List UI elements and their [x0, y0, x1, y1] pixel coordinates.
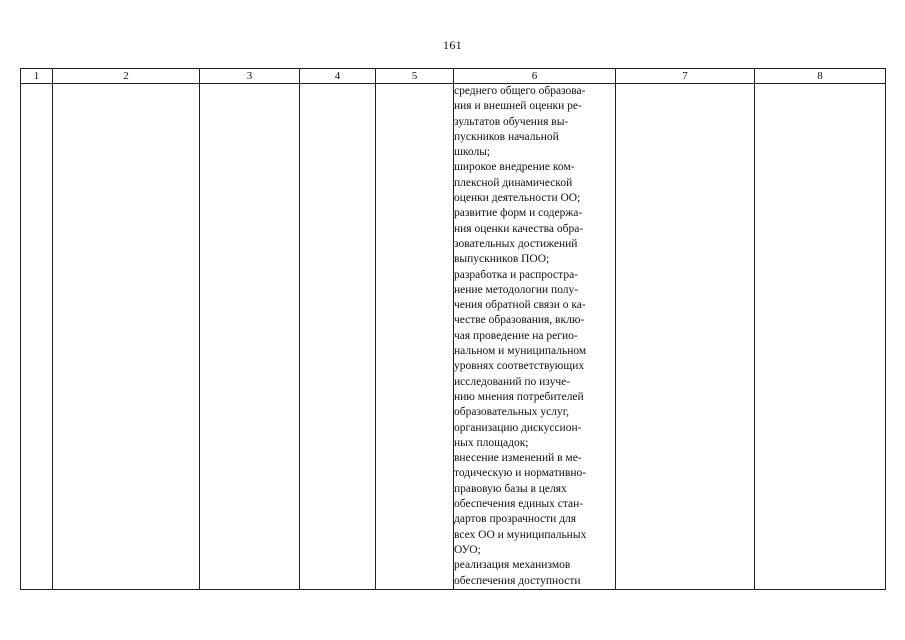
cell-text-line: ния оценки качества обра-: [454, 222, 584, 235]
column-header-3: 3: [200, 69, 300, 84]
cell-text-line: чения обратной связи о ка-: [454, 299, 586, 312]
column-header-5: 5: [376, 69, 454, 84]
cell-text-line: зультатов обучения вы-: [454, 115, 569, 128]
column-header-6: 6: [454, 69, 616, 84]
column-header-4: 4: [300, 69, 376, 84]
column-header-1: 1: [21, 69, 53, 84]
cell-text-line: честве образования, вклю-: [454, 314, 585, 327]
cell-text-line: разработка и распростра-: [454, 268, 579, 281]
cell-text-line: развитие форм и содержа-: [454, 207, 583, 220]
table-cell-col7: [616, 84, 755, 590]
column-header-7: 7: [616, 69, 755, 84]
cell-text-line: чая проведение на регио-: [454, 329, 578, 342]
cell-text-line: реализация механизмов: [454, 559, 571, 572]
cell-text-line: оценки деятельности ОО;: [454, 192, 581, 205]
page-number: 161: [443, 38, 462, 52]
cell-text-line: образовательных услуг,: [454, 406, 570, 419]
cell-text-line: среднего общего образова-: [454, 85, 586, 97]
table-cell-col3: [200, 84, 300, 590]
cell-text-line: организацию дискуссион-: [454, 421, 582, 434]
cell-text-line: всех ОО и муниципальных: [454, 528, 587, 541]
cell-text-line: нение методологии полу-: [454, 283, 579, 296]
cell-text-line: обеспечения единых стан-: [454, 498, 584, 511]
cell-text-line: зовательных достижений: [454, 237, 578, 250]
cell-text-line: внесение изменений в ме-: [454, 452, 582, 465]
header-row: [21, 69, 886, 84]
cell-text-line: исследований по изуче-: [454, 375, 571, 388]
cell-text-line: пускников начальной: [454, 130, 559, 143]
cell-text-line: правовую базы в целях: [454, 482, 567, 495]
table-cell-col2: [53, 84, 200, 590]
cell-text-line: ных площадок;: [454, 436, 529, 449]
cell-text-line: плексной динамической: [454, 176, 573, 189]
table-cell-col5: [376, 84, 454, 590]
table-cell-col8: [755, 84, 886, 590]
cell-text-line: обеспечения доступности: [454, 574, 581, 587]
column-header-8: 8: [755, 69, 886, 84]
cell-text-line: дартов прозрачности для: [454, 513, 577, 526]
cell-text-line: широкое внедрение ком-: [454, 161, 575, 174]
cell-text-line: нию мнения потребителей: [454, 390, 584, 403]
cell-text-line: ния и внешней оценки ре-: [454, 100, 582, 113]
column-header-2: 2: [53, 69, 200, 84]
cell-text-line: уровнях соответствующих: [454, 360, 585, 373]
data-table: [20, 68, 886, 590]
cell-text-line: ОУО;: [454, 543, 481, 556]
table-cell-col4: [300, 84, 376, 590]
table-cell-col6: [454, 84, 616, 590]
cell-text-line: тодическую и нормативно-: [454, 467, 587, 480]
cell-text-line: нальном и муниципальном: [454, 345, 587, 358]
table-row: [21, 84, 886, 590]
cell-text-line: выпускников ПОО;: [454, 253, 550, 266]
cell-text-line: школы;: [454, 146, 491, 159]
table-cell-col1: [21, 84, 53, 590]
